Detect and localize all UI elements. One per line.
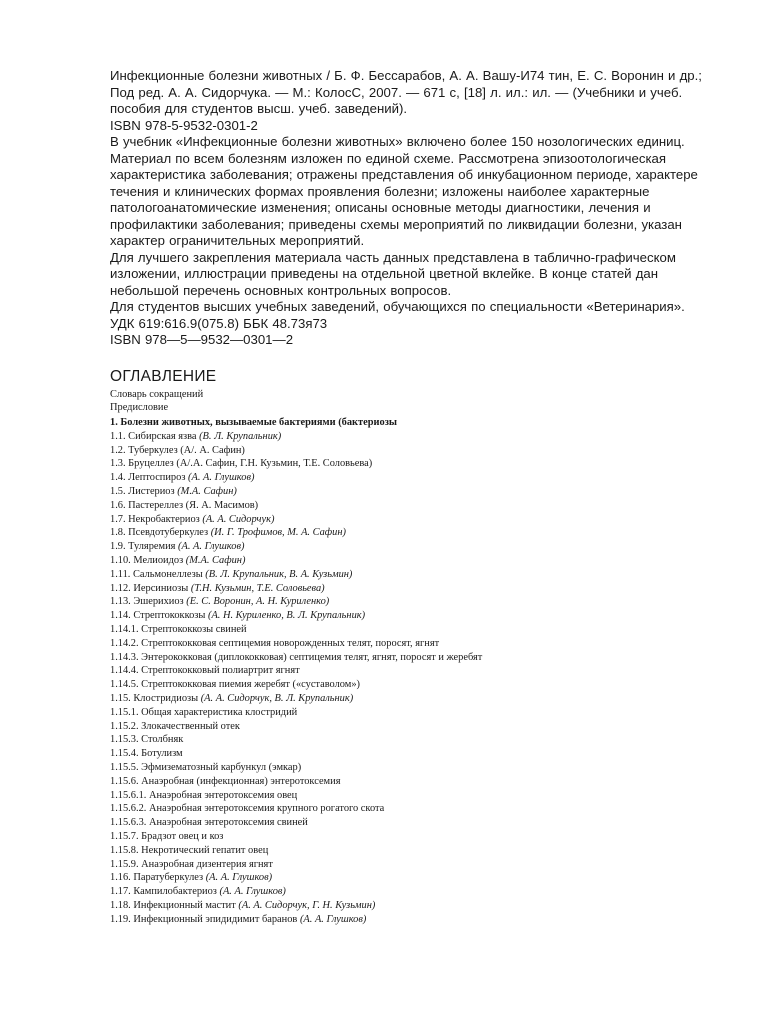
toc-item-author: (А. А. Глушков) — [178, 541, 245, 553]
table-of-contents — [110, 388, 710, 927]
toc-item — [110, 637, 710, 651]
toc-item-title: 1.15.1. Общая характеристика клостридий — [110, 706, 298, 718]
toc-item-title: 1.12. Иерсиниозы — [110, 582, 191, 594]
toc-item-title: 1.18. Инфекционный мастит — [110, 899, 239, 911]
toc-item — [110, 775, 710, 789]
toc-item-title: 1.15.4. Ботулизм — [110, 748, 183, 760]
toc-item-author: (А. А. Сидорчук, Г. Н. Кузьмин) — [238, 899, 376, 911]
toc-item-title: 1.8. Псевдотуберкулез — [110, 527, 211, 539]
toc-item — [110, 416, 710, 430]
toc-item-title: 1.14. Стрептококкозы — [110, 610, 208, 622]
toc-item — [110, 733, 710, 747]
toc-item-author: (А. А. Глушков) — [299, 913, 367, 925]
toc-item — [110, 761, 710, 775]
udk-line: УДК 619:616.9(075.8) ББК 48.73я73 — [110, 315, 328, 331]
toc-item — [110, 899, 710, 913]
toc-item-title: 1.15.8. Некротический гепатит овец — [110, 844, 269, 856]
toc-item-author: (И. Г. Трофимов, М. А. Сафин) — [210, 527, 346, 539]
isbn-line-2: ISBN 978—5—9532—0301—2 — [110, 332, 294, 347]
toc-item-title: 1. Болезни животных, вызываемые бактериями (бактериозы — [110, 417, 397, 429]
toc-item-title: 1.15.7. Брадзот овец и коз — [110, 831, 224, 842]
toc-item-title: 1.14.2. Стрептококковая септицемия новорожденных телят, поросят, ягнят — [110, 637, 440, 649]
toc-item — [110, 858, 710, 872]
toc-item-author: (Т.Н. Кузьмин, Т.Е. Соловьева) — [190, 582, 325, 594]
toc-item-title: 1.3. Бруцеллез (А/.А. Сафин, Г.Н. Кузьмин, Т.Е. Соловьева) — [110, 458, 373, 470]
toc-item — [110, 568, 710, 582]
toc-item-title: 1.5. Листериоз — [110, 486, 178, 498]
toc-item-title: 1.6. Пастереллез (Я. А. Масимов) — [110, 499, 259, 511]
toc-item-title: Словарь сокращений — [110, 388, 204, 400]
toc-item-title: 1.15.6.1. Анаэробная энтеротоксемия овец — [110, 789, 298, 801]
toc-item-title: 1.15. Клостридиозы — [110, 693, 201, 705]
toc-item — [110, 485, 710, 499]
toc-item — [110, 430, 710, 444]
toc-item — [110, 678, 710, 692]
toc-item — [110, 513, 710, 527]
toc-item — [110, 885, 710, 899]
toc-item-title: 1.1. Сибирская язва — [110, 430, 200, 442]
toc-item — [110, 540, 710, 554]
toc-item-title: 1.15.6.2. Анаэробная энтеротоксемия крупного рогатого скота — [110, 803, 385, 815]
toc-item — [110, 720, 710, 734]
toc-item-author: (В. Л. Крупальник, В. А. Кузьмин) — [205, 568, 353, 580]
toc-item-title: 1.15.9. Анаэробная дизентерия ягнят — [110, 858, 273, 870]
toc-item — [110, 582, 710, 596]
toc-item — [110, 802, 710, 816]
annotation-paragraph: В учебник «Инфекционные болезни животных» включено более 150 нозологических единиц. Материал по всем болезням изложен по единой схеме. Рассмотрена эпизоотологическая характеристика заболевания; отражены представления об инкубационном периоде, характере течения и клинических формах проявления болезни; изложены наиболее характерные патологоанатомические изменения; описаны основные методы диагностики, лечения и профилактики заболевания; приведены схемы мероприятий по ликвидации болезни, указан характер ограничительных мероприятий. — [110, 134, 698, 248]
audience-paragraph: Для студентов высших учебных заведений, обучающихся по специальности «Ветеринария». — [110, 299, 685, 314]
toc-item — [110, 747, 710, 761]
toc-item — [110, 444, 710, 458]
toc-item-title: 1.13. Эшерихиоз — [110, 596, 187, 608]
toc-item-author: (В. Л. Крупальник) — [199, 430, 282, 442]
toc-item — [110, 457, 710, 471]
note-paragraph: Для лучшего закрепления материала часть данных представлена в таблично-графическом изложении, иллюстрации приведены на отдельной цветной вклейке. В конце статей дан небольшой перечень основных контрольных вопросов. — [110, 249, 676, 298]
toc-item — [110, 706, 710, 720]
toc-item — [110, 401, 710, 415]
toc-item-title: 1.17. Кампилобактериоз — [110, 886, 220, 898]
toc-item-author: (М.А. Сафин) — [185, 555, 246, 567]
toc-item-title: 1.15.2. Злокачественный отек — [110, 720, 240, 732]
toc-item-title: 1.15.3. Столбняк — [110, 734, 184, 746]
toc-item-title: 1.9. Туляремия — [110, 541, 179, 553]
toc-item-author: (А. А. Глушков) — [188, 472, 255, 484]
toc-item-title: 1.15.6.3. Анаэробная энтеротоксемия свиней — [110, 817, 308, 829]
toc-item — [110, 623, 710, 637]
toc-title: ОГЛАВЛЕНИЕ — [110, 367, 217, 385]
toc-item-title: 1.10. Мелиоидоз — [110, 555, 186, 567]
toc-item — [110, 816, 710, 830]
toc-item-title: 1.14.4. Стрептококковый полиартрит ягнят — [110, 665, 300, 677]
toc-item-author: (М.А. Сафин) — [177, 486, 237, 498]
toc-item-author: (А. А. Сидорчук, В. Л. Крупальник) — [200, 693, 354, 705]
toc-item — [110, 664, 710, 678]
toc-item-title: 1.2. Туберкулез (А/. А. Сафин) — [110, 444, 245, 456]
toc-item-title: 1.14.3. Энтерококковая (диплококковая) септицемия телят, ягнят, поросят и жеребят — [110, 651, 483, 663]
toc-item — [110, 471, 710, 485]
toc-item-title: Предисловие — [110, 402, 169, 414]
toc-item-title: 1.14.5. Стрептококковая пиемия жеребят («суставолом») — [110, 679, 361, 691]
toc-item — [110, 651, 710, 665]
toc-item — [110, 692, 710, 706]
toc-item — [110, 609, 710, 623]
toc-item-title: 1.16. Паратуберкулез — [110, 872, 206, 884]
toc-item — [110, 830, 710, 844]
toc-item-title: 1.15.5. Эфмизематозный карбункул (эмкар) — [110, 762, 302, 774]
toc-item — [110, 913, 710, 927]
document-page — [110, 68, 710, 927]
toc-item-title: 1.7. Некробактериоз — [110, 513, 203, 525]
toc-item-author: (А. Н. Куриленко, В. Л. Крупальник) — [207, 610, 366, 622]
book-description — [110, 68, 710, 349]
toc-item — [110, 388, 710, 402]
toc-item — [110, 789, 710, 803]
toc-item — [110, 595, 710, 609]
toc-item-title: 1.4. Лептоспироз — [110, 472, 189, 484]
toc-item-author: (А. А. Глушков) — [219, 886, 286, 898]
toc-item-title: 1.11. Сальмонеллезы — [110, 568, 206, 580]
toc-item-author: (А. А. Глушков) — [205, 872, 273, 884]
toc-item-author: (А. А. Сидорчук) — [202, 513, 275, 525]
isbn-line: ISBN 978-5-9532-0301-2 — [110, 117, 258, 133]
toc-item-title: 1.15.6. Анаэробная (инфекционная) энтеротоксемия — [110, 775, 341, 787]
toc-item — [110, 499, 710, 513]
bibliographic-record: Инфекционные болезни животных / Б. Ф. Бессарабов, А. А. Вашу-И74 тин, Е. С. Воронин и др.; Под ред. А. А. Сидорчука. — М.: КолосС, 2007. — 671 с, [18] л. ил.: ил. — (Учебники и учеб. пособия для студентов высш. учеб. заведений). — [110, 68, 702, 116]
toc-item — [110, 871, 710, 885]
toc-item-title: 1.19. Инфекционный эпидидимит баранов — [110, 913, 300, 925]
toc-item — [110, 526, 710, 540]
toc-item-title: 1.14.1. Стрептококкозы свиней — [110, 624, 247, 636]
toc-item — [110, 844, 710, 858]
toc-item — [110, 554, 710, 568]
toc-item-author: (Е. С. Воронин, А. Н. Куриленко) — [186, 596, 330, 608]
